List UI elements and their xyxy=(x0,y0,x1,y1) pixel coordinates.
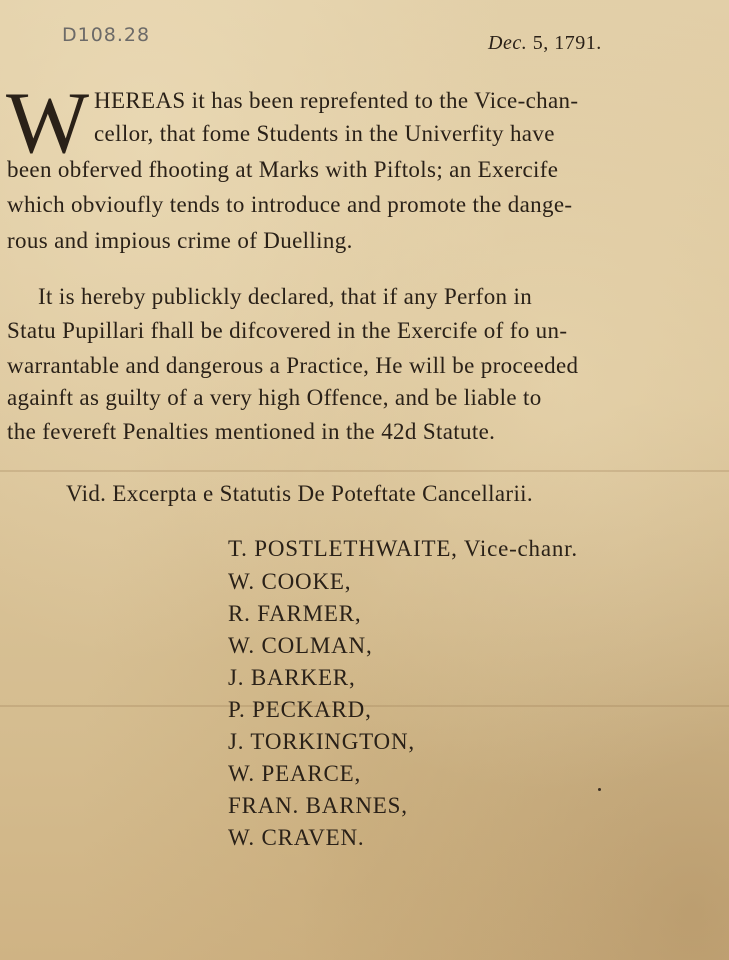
drop-cap: W xyxy=(6,75,90,172)
signatory: W. COOKE, xyxy=(228,569,352,594)
paragraph1-line: which obvioufly tends to introduce and promote the dange- xyxy=(7,192,573,217)
paragraph1-line: rous and impious crime of Duelling. xyxy=(7,228,353,253)
signatory: W. PEARCE, xyxy=(228,761,362,786)
signatory: W. COLMAN, xyxy=(228,633,373,658)
paragraph2-line: the fevereft Penalties mentioned in the 42d Statute. xyxy=(7,419,496,444)
signatory: P. PECKARD, xyxy=(228,697,372,722)
statute-reference: Vid. Excerpta e Statutis De Poteftate Cancellarii. xyxy=(66,481,534,506)
document-date xyxy=(488,32,602,55)
paper-speck xyxy=(598,788,601,791)
signatory: FRAN. BARNES, xyxy=(228,793,408,818)
paragraph1-line: cellor, that fome Students in the Univerfity have xyxy=(94,121,555,146)
signatory: W. CRAVEN. xyxy=(228,825,365,850)
signatory: J. BARKER, xyxy=(228,665,356,690)
date-rest: 5, 1791. xyxy=(532,32,602,54)
paragraph2-line: Statu Pupillari fhall be difcovered in the Exercife of fo un- xyxy=(7,318,568,343)
paragraph2-line: It is hereby publickly declared, that if any Perfon in xyxy=(38,284,533,309)
archive-mark: D108.28 xyxy=(62,24,151,46)
paper-fold xyxy=(0,470,729,472)
date-month: Dec. xyxy=(488,32,528,54)
paragraph2-line: againft as guilty of a very high Offence, and be liable to xyxy=(7,385,542,410)
paragraph2-line: warrantable and dangerous a Practice, He will be proceeded xyxy=(7,353,579,378)
signatory: R. FARMER, xyxy=(228,601,362,626)
signatory: J. TORKINGTON, xyxy=(228,729,415,754)
paragraph1-line: been obferved fhooting at Marks with Piftols; an Exercife xyxy=(7,157,559,182)
signatory: T. POSTLETHWAITE, Vice-chanr. xyxy=(228,536,578,561)
paragraph1-line: HEREAS it has been reprefented to the Vice-chan- xyxy=(94,88,579,113)
